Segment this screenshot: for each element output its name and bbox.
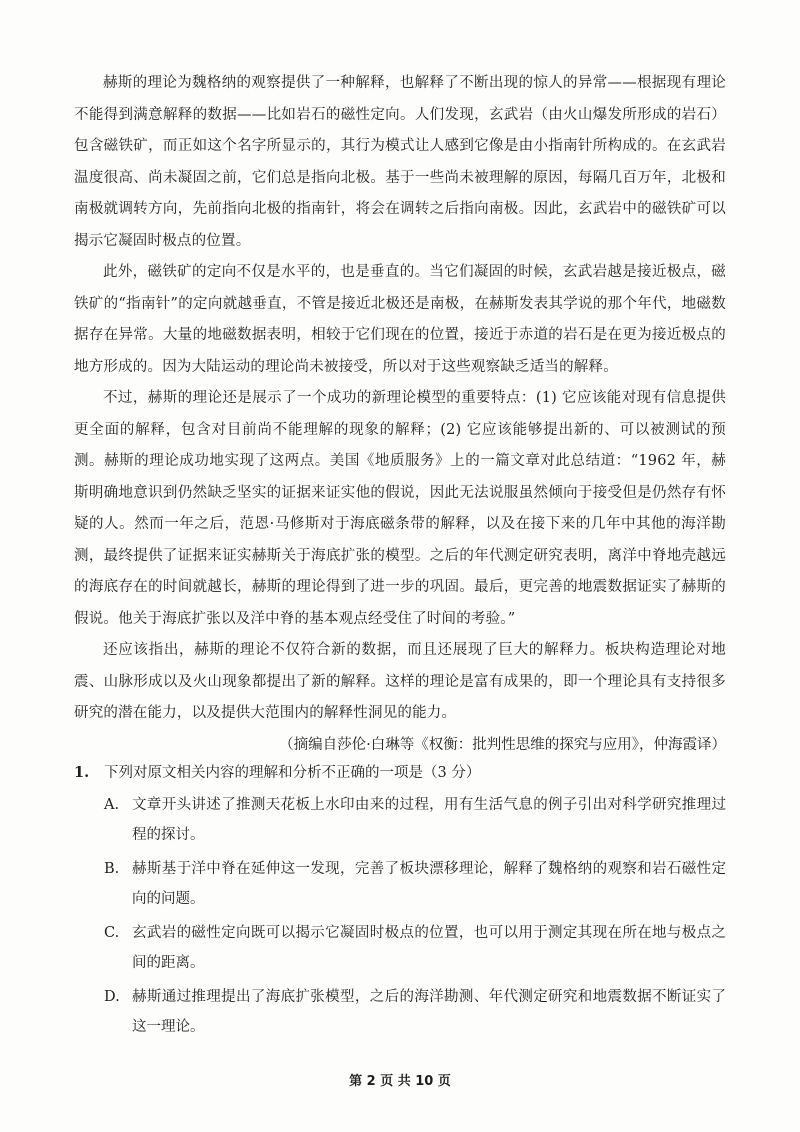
option-d — [74, 982, 726, 1042]
option-text: 赫斯基于洋中脊在延伸这一发现，完善了板块漂移理论，解释了魏格纳的观察和岩石磁性定向的问题。 — [132, 861, 726, 907]
option-letter: C. — [104, 925, 120, 941]
reading-passage — [74, 68, 726, 761]
option-text: 玄武岩的磁性定向既可以揭示它凝固时极点的位置，也可以用于测定其现在所在地与极点之间的距离。 — [132, 925, 726, 971]
paragraph-2: 此外，磁铁矿的定向不仅是水平的，也是垂直的。当它们凝固的时候，玄武岩越是接近极点，磁铁矿的“指南针”的定向就越垂直，不管是接近北极还是南极，在赫斯发表其学说的那个年代，地磁数据存在异常。大量的地磁数据表明，相较于它们现在的位置，接近于赤道的岩石是在更为接近极点的地方形成的。因为大陆运动的理论尚未被接受，所以对于这些观察缺乏适当的解释。 — [74, 264, 726, 375]
option-a — [74, 790, 726, 850]
paragraph-3: 不过，赫斯的理论还是展示了一个成功的新理论模型的重要特点：(1) 它应该能对现有信息提供更全面的解释，包含对目前尚不能理解的现象的解释；(2) 它应该能够提出新的、可以被测试的预测。赫斯的理论成功地实现了这两点。美国《地质服务》上的一篇文章对此总结道：“1962 年，赫斯明确地意识到仍然缺乏坚实的证据来证实他的假说，因此无法说服虽然倾向于接受但是仍然存有怀疑的人。然而一年之后，范恩·马修斯对于海底磁条带的解释，以及在接下来的几年中其他的海洋勘测，最终提供了证据来证实赫斯关于海底扩张的模型。之后的年代测定研究表明，离洋中脊地壳越远的海底存在的时间就越长，赫斯的理论得到了进一步的巩固。最后，更完善的地震数据证实了赫斯的假说。他关于海底扩张以及洋中脊的基本观点经受住了时间的考验。” — [74, 390, 726, 627]
option-b — [74, 854, 726, 914]
option-text: 赫斯通过推理提出了海底扩张模型，之后的海洋勘测、年代测定研究和地震数据不断证实了这一理论。 — [132, 989, 726, 1035]
option-letter: A. — [104, 797, 120, 813]
option-text: 文章开头讲述了推测天花板上水印由来的过程，用有生活气息的例子引出对科学研究推理过程的探讨。 — [132, 797, 726, 843]
option-letter: D. — [104, 989, 120, 1005]
paragraph-4: 还应该指出，赫斯的理论不仅符合新的数据，而且还展现了巨大的解释力。板块构造理论对地震、山脉形成以及火山现象都提出了新的解释。这样的理论是富有成果的，即一个理论具有支持很多研究的潜在能力，以及提供大范围内的解释性洞见的能力。 — [74, 642, 726, 721]
paragraph-1: 赫斯的理论为魏格纳的观察提供了一种解释，也解释了不断出现的惊人的异常——根据现有理论不能得到满意解释的数据——比如岩石的磁性定向。人们发现，玄武岩（由火山爆发所形成的岩石）包含磁铁矿，而正如这个名字所显示的，其行为模式让人感到它像是由小指南针所构成的。在玄武岩温度很高、尚未凝固之前，它们总是指向北极。基于一些尚未被理解的原因，每隔几百万年，北极和南极就调转方向，先前指向北极的指南针，将会在调转之后指向南极。因此，玄武岩中的磁铁矿可以揭示它凝固时极点的位置。 — [74, 75, 726, 249]
page-number-footer: 第 2 页 共 10 页 — [349, 1074, 451, 1089]
option-c — [74, 918, 726, 978]
question-number: 1. — [74, 764, 90, 781]
option-letter: B. — [104, 861, 120, 877]
question-1 — [74, 758, 726, 1046]
question-stem — [74, 758, 726, 788]
question-text: 下列对原文相关内容的理解和分析不正确的一项是（3 分） — [104, 765, 481, 781]
source-citation: （摘编自莎伦·白琳等《权衡：批判性思维的探究与应用》，仲海霞译） — [279, 736, 726, 753]
